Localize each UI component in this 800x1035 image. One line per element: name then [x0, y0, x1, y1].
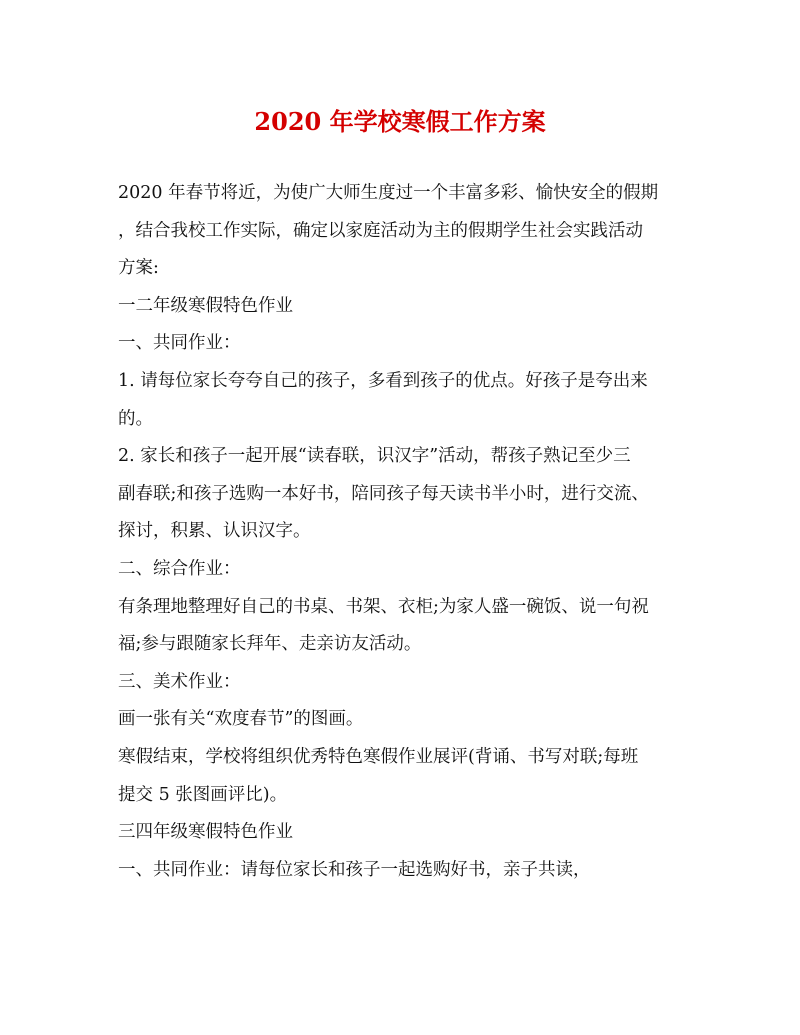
- body-line: 的。: [118, 408, 153, 429]
- body-line: 2020 年春节将近，为使广大师生度过一个丰富多彩、愉快安全的假期: [118, 183, 659, 203]
- section-heading: 三四年级寒假特色作业: [118, 822, 293, 843]
- subsection-heading: 三、美术作业：: [118, 671, 241, 692]
- body-line: 副春联;和孩子选购一本好书，陪同孩子每天读书半小时，进行交流、: [118, 483, 649, 504]
- body-line: 有条理地整理好自己的书桌、书架、衣柜;为家人盛一碗饭、说一句祝: [118, 596, 649, 617]
- body-line: 2. 家长和孩子一起开展“读春联，识汉字”活动，帮孩子熟记至少三: [118, 446, 631, 467]
- body-line: 方案:: [118, 258, 159, 279]
- body-line: 画一张有关“欢度春节”的图画。: [118, 709, 364, 730]
- body-line: 一、共同作业：请每位家长和孩子一起选购好书，亲子共读，: [118, 859, 591, 880]
- body-line: 探讨，积累、认识汉字。: [118, 521, 311, 542]
- body-line: 寒假结束，学校将组织优秀特色寒假作业展评(背诵、书写对联;每班: [118, 746, 639, 767]
- subsection-heading: 二、综合作业：: [118, 558, 241, 579]
- subsection-heading: 一、共同作业：: [118, 333, 241, 354]
- body-line: 1. 请每位家长夸夸自己的孩子，多看到孩子的优点。好孩子是夸出来: [118, 370, 648, 391]
- document-body: [118, 175, 693, 889]
- body-line: ，结合我校工作实际，确定以家庭活动为主的假期学生社会实践活动: [118, 220, 643, 241]
- body-line: 福;参与跟随家长拜年、走亲访友活动。: [118, 634, 422, 655]
- document-title: 2020 年学校寒假工作方案: [254, 107, 546, 136]
- section-heading: 一二年级寒假特色作业: [118, 295, 293, 316]
- body-line: 提交 5 张图画评比)。: [118, 784, 288, 805]
